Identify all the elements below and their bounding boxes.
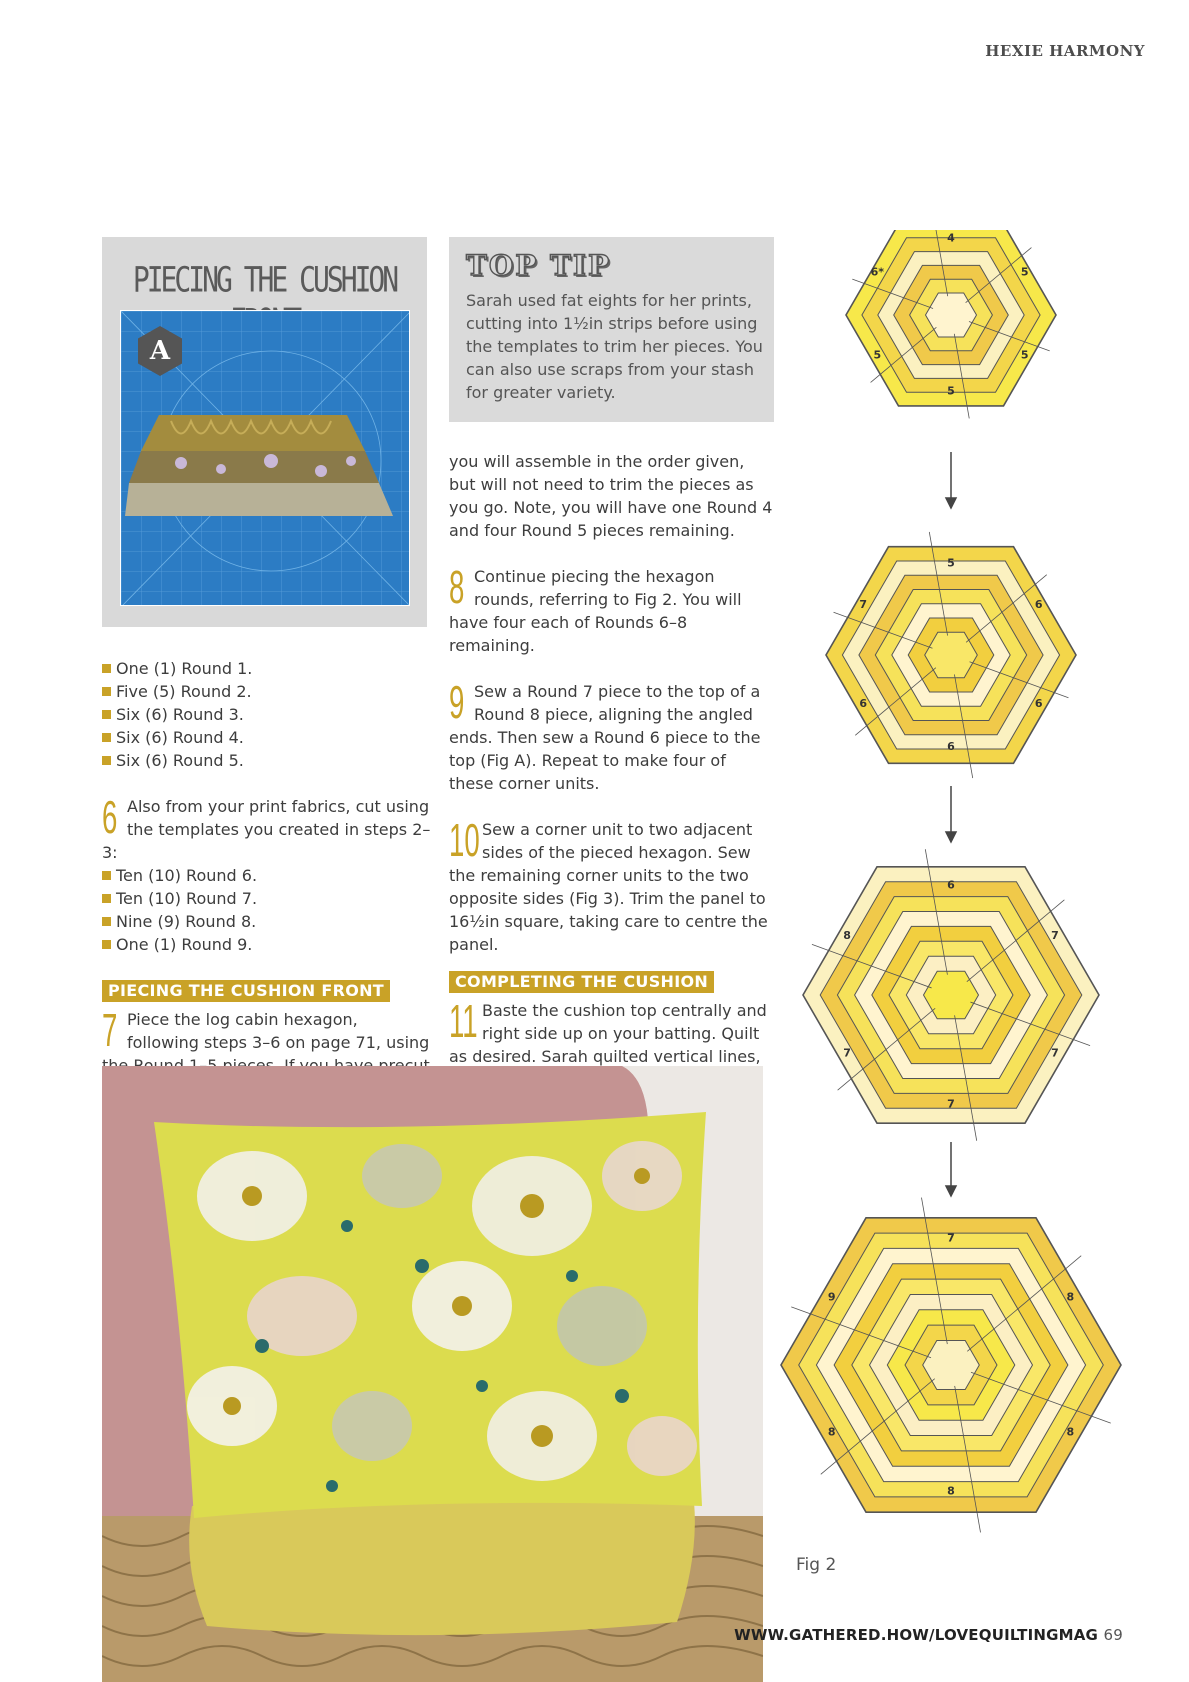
top-tip-box: [449, 237, 774, 422]
step-text: Sew a corner unit to two adjacent sides of the pieced hexagon. Sew the remaining corner units to the two opposite sides (Fig 3). Trim the panel to 16½in square, taking care to centre the panel.: [449, 820, 768, 954]
fig2-hexagon-2: [826, 532, 1076, 778]
step-text: Continue piecing the hexagon rounds, referring to Fig 2. You will have four each of Rounds 6–8 remaining.: [449, 567, 742, 655]
round-label: 7: [859, 597, 868, 611]
round-label: 7: [843, 1046, 851, 1060]
fig2-hexagon-4: [781, 1198, 1121, 1533]
round-label: 5: [947, 384, 955, 398]
fig2-hexagon-3: [803, 849, 1099, 1141]
fig-a-badge: [136, 325, 184, 377]
step-text: Baste the cushion top centrally and right side up on your batting. Quilt as desired. Sarah quilted vertical lines,: [449, 1001, 767, 1066]
fig2-label: Fig 2: [796, 1555, 837, 1575]
fig2-hexagon-1: [846, 230, 1056, 418]
round-label: 7: [947, 1097, 955, 1111]
round-label: 7: [1051, 929, 1059, 943]
step-10: [449, 814, 774, 956]
round-label: 8: [843, 929, 851, 943]
step-number: 11: [449, 995, 478, 1047]
list-item: Nine (9) Round 8.: [102, 910, 432, 933]
round-label: 6: [1034, 696, 1043, 710]
round-label: 8: [1066, 1425, 1075, 1439]
round-label: 5: [873, 348, 882, 362]
right-text-column: [449, 450, 774, 1068]
round-label: 8: [947, 1484, 955, 1498]
top-tip-title: TOP TIP: [466, 249, 612, 282]
section-heading-completing: COMPLETING THE CUSHION: [449, 971, 714, 993]
step-text: Also from your print fabrics, cut using the templates you created in steps 2–3:: [102, 797, 431, 862]
step-11: [449, 995, 774, 1068]
round-label: 9: [827, 1290, 836, 1304]
step-number: 10: [449, 814, 480, 866]
round-label: 7: [947, 1231, 955, 1245]
footer: [734, 1626, 1123, 1644]
round-label: 5: [1020, 265, 1029, 279]
step-number: 7: [102, 1004, 118, 1056]
round-label: 8: [1066, 1290, 1075, 1304]
cushion-photo: [102, 1066, 763, 1682]
fig-a-title: PIECING THE CUSHION: [132, 259, 397, 301]
fig-a-panel: [102, 237, 427, 627]
step-number: 8: [449, 561, 465, 613]
section-heading-piecing: PIECING THE CUSHION FRONT: [102, 980, 390, 1002]
list-item: One (1) Round 1.: [102, 657, 432, 680]
list-item: Five (5) Round 2.: [102, 680, 432, 703]
round-label: 5: [1020, 348, 1029, 362]
cutting-list-2: [102, 864, 432, 956]
list-item: Ten (10) Round 7.: [102, 887, 432, 910]
step-text: Piece the log cabin hexagon, following steps 3–6 on page 71, using: [127, 1010, 430, 1052]
round-label: 6: [947, 878, 955, 892]
round-label: 8: [827, 1425, 836, 1439]
step-6: [102, 791, 432, 864]
round-label: 6*: [870, 265, 884, 279]
round-label: 5: [947, 556, 955, 570]
round-label: 6: [1034, 597, 1043, 611]
round-label: 6: [947, 739, 955, 753]
top-tip-text: Sarah used fat eights for her prints, cutting into 1½in strips before using the templates to trim her pieces. You can also use scraps from your stash for greater variety.: [466, 291, 763, 402]
list-item: Six (6) Round 5.: [102, 749, 432, 772]
step-text: Sew a Round 7 piece to the top of a Round 8 piece, aligning the angled ends. Then sew a Round 6 piece to the top (Fig A). Repeat to make four of these corner units.: [449, 682, 761, 793]
list-item: Six (6) Round 4.: [102, 726, 432, 749]
list-item: Six (6) Round 3.: [102, 703, 432, 726]
cushion-illustration: [102, 1066, 763, 1682]
step-8: [449, 561, 774, 657]
round-label: 4: [947, 231, 955, 245]
left-text-column: [102, 657, 432, 1100]
round-label: 7: [1051, 1046, 1059, 1060]
round-label: 6: [859, 696, 868, 710]
continued-paragraph: you will assemble in the order given, but will not need to trim the pieces as you go. Note, you will have one Round 4 and four Round 5 pieces remaining.: [449, 452, 773, 540]
cutting-list-1: [102, 657, 432, 772]
list-item: Ten (10) Round 6.: [102, 864, 432, 887]
step-number: 9: [449, 676, 465, 728]
footer-url: WWW.GATHERED.HOW/LOVEQUILTINGMAG: [734, 1626, 1099, 1644]
step-number: 6: [102, 791, 118, 843]
page-number: 69: [1103, 1626, 1123, 1644]
page-header-title: HEXIE HARMONY: [985, 42, 1145, 60]
step-9: [449, 676, 774, 795]
list-item: One (1) Round 9.: [102, 933, 432, 956]
fig2-diagram: [780, 230, 1180, 1550]
fig-a-badge-letter: A: [149, 336, 171, 366]
